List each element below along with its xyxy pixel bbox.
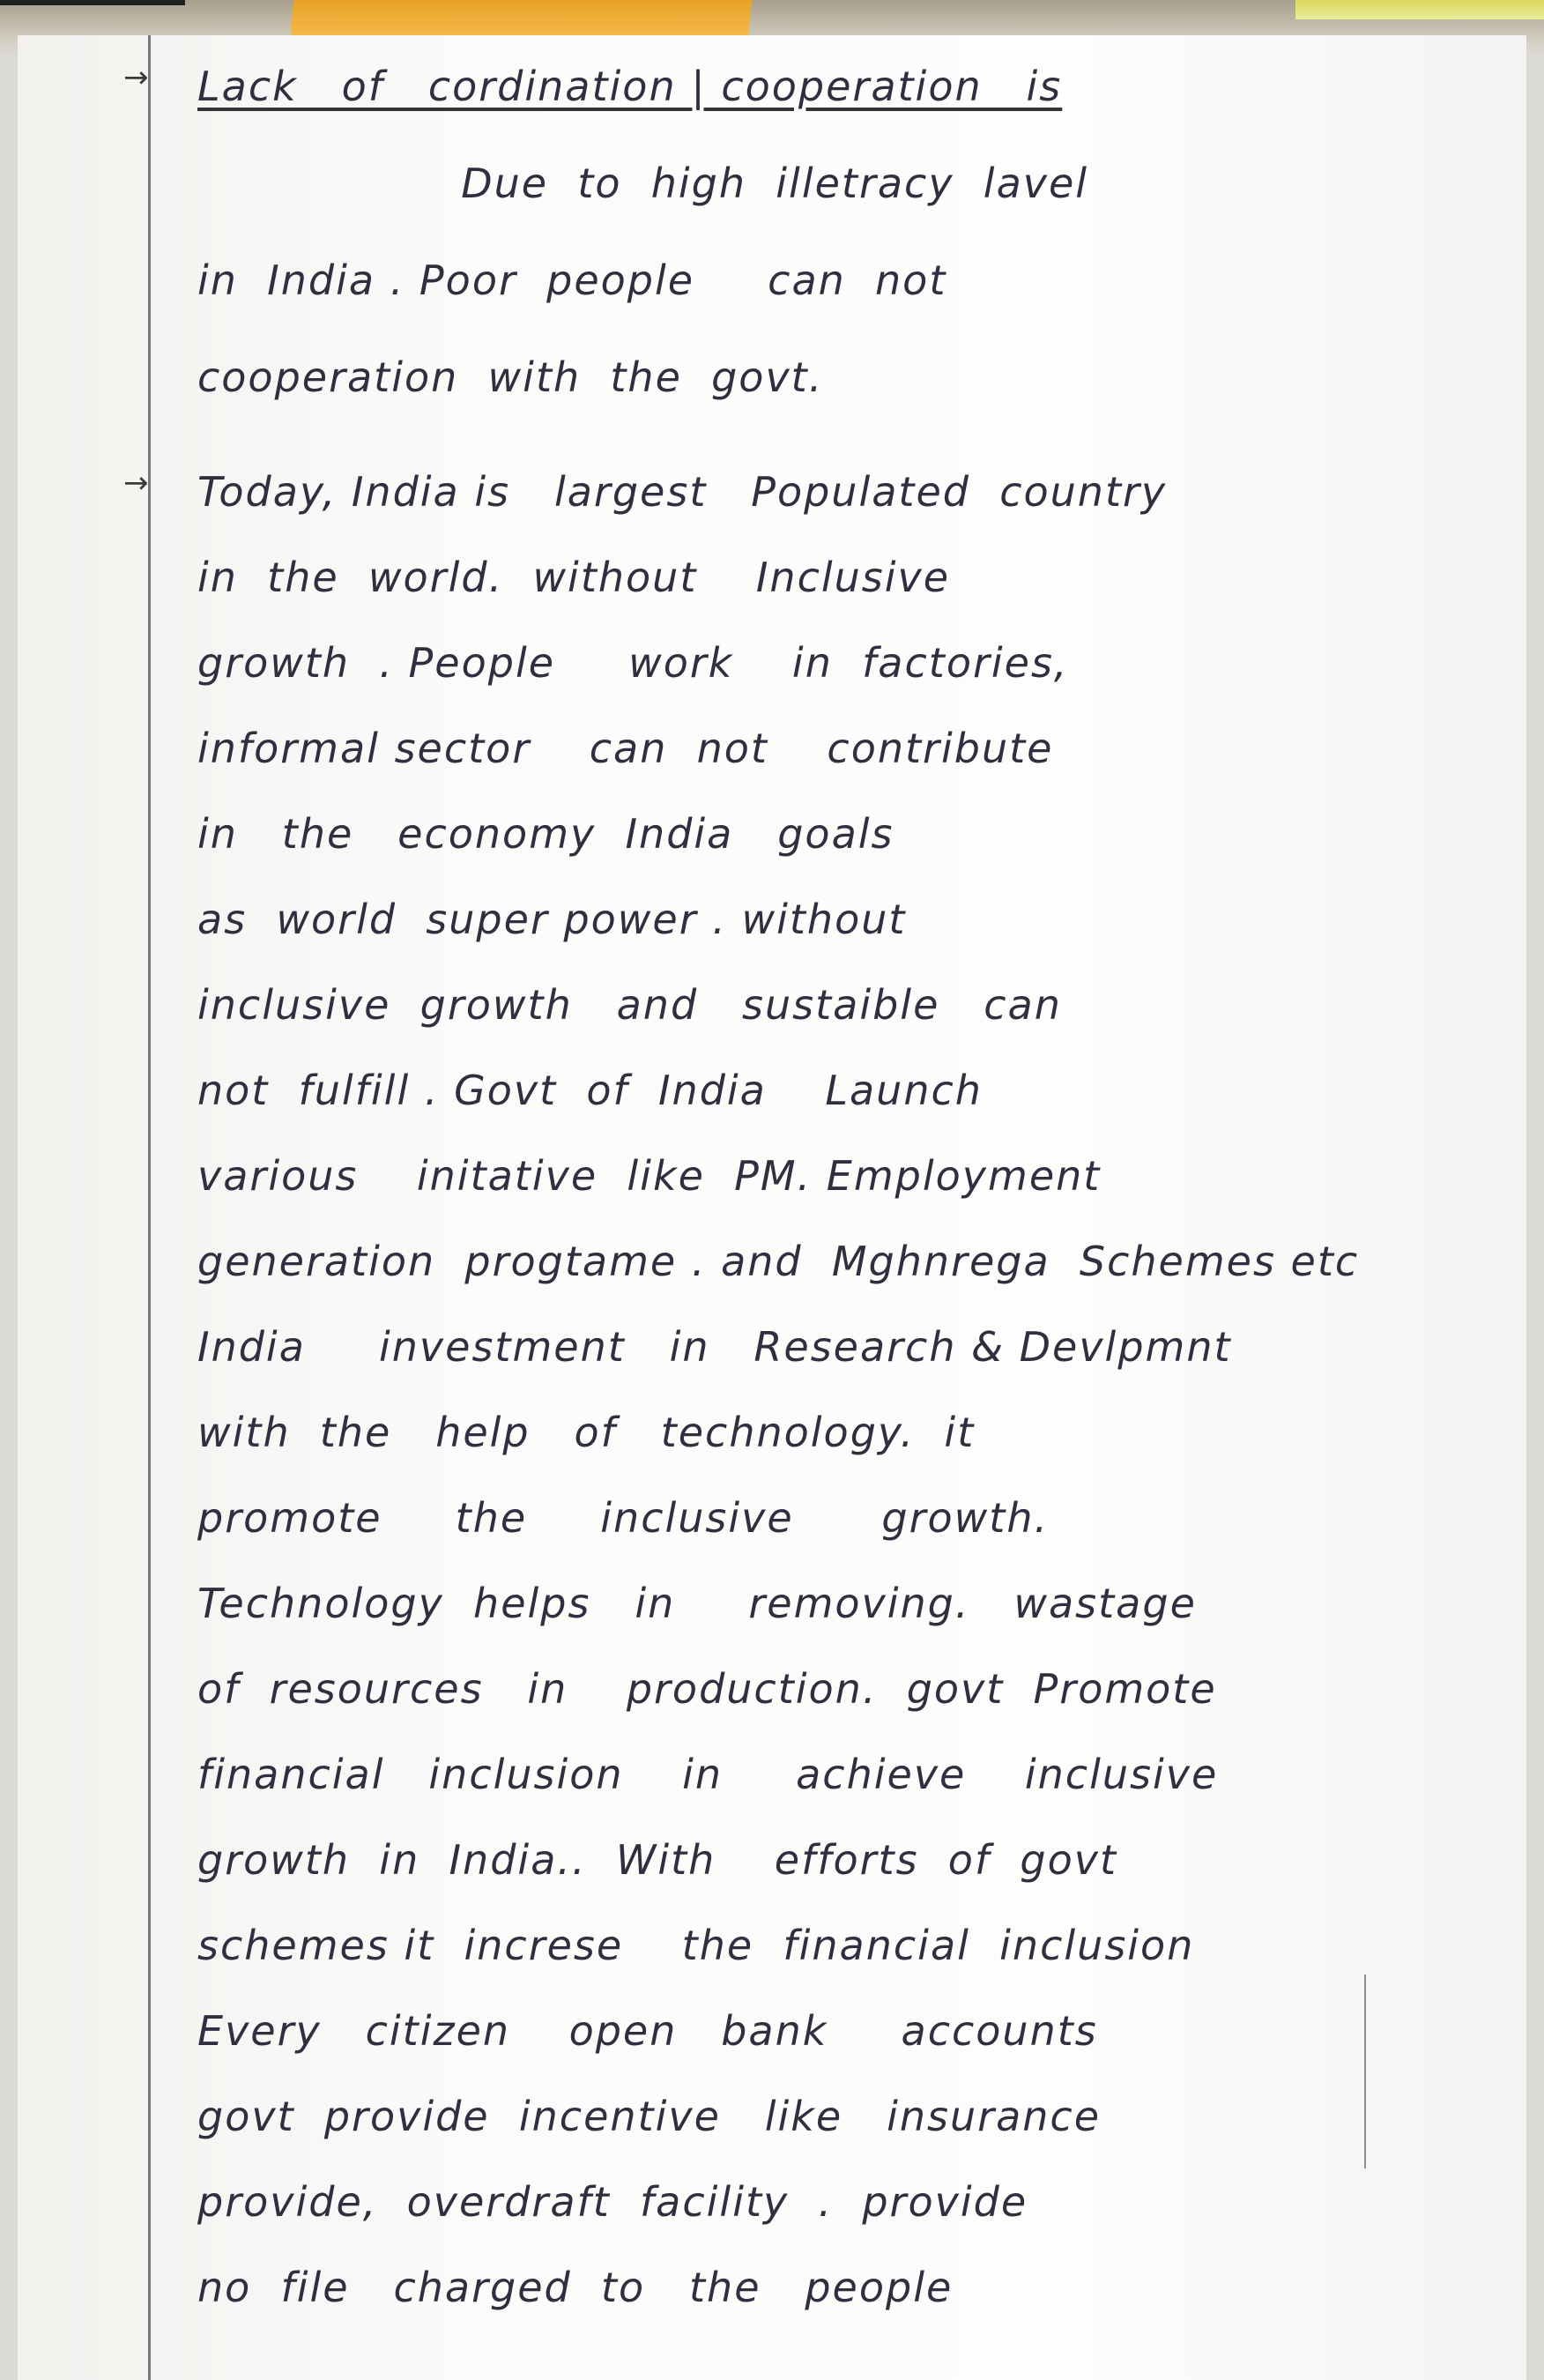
text-line: in India . Poor people can not <box>197 257 947 304</box>
text-line: informal sector can not contribute <box>197 725 1054 772</box>
text-line: in the world. without Inclusive <box>197 554 951 601</box>
text-line: Lack of cordination | cooperation is <box>197 63 1063 110</box>
text-line: provide, overdraft facility . provide <box>197 2178 1028 2226</box>
top-dark-line <box>0 0 185 5</box>
text-line: various initative like PM. Employment <box>197 1152 1102 1200</box>
text-line: cooperation with the govt. <box>197 353 824 401</box>
text-line: promote the inclusive growth. <box>197 1494 1050 1542</box>
yellow-tab <box>1295 0 1544 19</box>
text-line: inclusive growth and sustaible can <box>197 981 1062 1029</box>
text-line: as world super power . without <box>197 896 907 943</box>
text-line: Every citizen open bank accounts <box>197 2007 1098 2055</box>
text-line: with the help of technology. it <box>197 1409 976 1456</box>
text-line: of resources in production. govt Promote <box>197 1665 1217 1713</box>
text-line: no file charged to the people <box>197 2264 954 2311</box>
arrow-icon: → <box>123 60 149 95</box>
margin-line <box>148 35 151 2380</box>
text-line: generation progtame . and Mghnrega Schemes etc <box>197 1238 1360 1285</box>
text-line: India investment in Research & Devlpmnt <box>197 1323 1232 1371</box>
text-line: Technology helps in removing. wastage <box>197 1580 1197 1627</box>
text-line: financial inclusion in achieve inclusive <box>197 1751 1219 1798</box>
text-line: in the economy India goals <box>197 810 894 858</box>
text-line: Today, India is largest Populated country <box>197 468 1168 516</box>
text-line: Due to high illetracy lavel <box>197 160 1089 207</box>
text-line: govt provide incentive like insurance <box>197 2093 1102 2140</box>
text-line: growth . People work in factories, <box>197 639 1069 687</box>
text-line: growth in India.. With efforts of govt <box>197 1836 1117 1884</box>
text-line: schemes it increse the financial inclusion <box>197 1922 1195 1969</box>
arrow-icon: → <box>123 465 149 501</box>
text-line: not fulfill . Govt of India Launch <box>197 1067 983 1114</box>
right-rule <box>1364 1975 1366 2168</box>
